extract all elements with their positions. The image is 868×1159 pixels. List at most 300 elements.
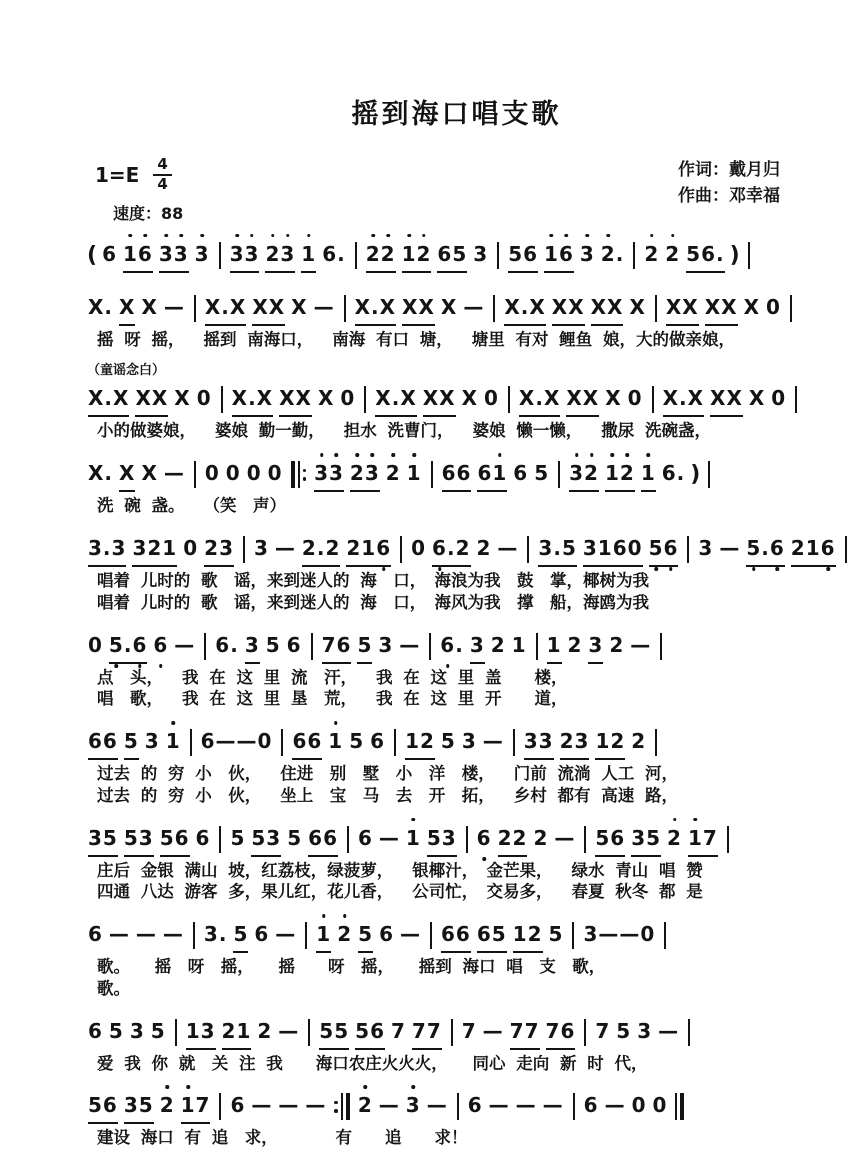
note-group (791, 533, 836, 567)
note: 6 (513, 461, 529, 486)
note: 5 (123, 825, 139, 850)
note-group (631, 823, 661, 857)
note: 0 (411, 535, 427, 560)
note: X (629, 294, 646, 319)
note-group (109, 630, 147, 664)
note: 6 (102, 1093, 118, 1118)
note: 6 (477, 461, 493, 486)
note: 2 (381, 239, 396, 270)
note: 6 (455, 922, 471, 947)
barline (430, 922, 432, 949)
barline (305, 922, 307, 949)
note: 1 (166, 726, 181, 757)
note: X (135, 386, 152, 411)
note: 5 (534, 461, 550, 486)
note: 1 (688, 823, 703, 854)
note: — (658, 1018, 680, 1043)
note: — (305, 1093, 327, 1118)
note: 6 (174, 825, 190, 850)
note-group (124, 726, 139, 760)
note-group (605, 1090, 626, 1121)
note: . (230, 632, 239, 657)
note: 3 (523, 729, 539, 754)
note-group (301, 239, 316, 273)
note: 2 (265, 239, 280, 270)
barline (429, 633, 431, 660)
note: 1 (605, 458, 620, 489)
note: 6 (88, 1018, 103, 1043)
note: 1 (511, 632, 527, 657)
note: 3 (200, 1018, 216, 1043)
notation-line (85, 526, 836, 570)
lyrics-line: 过去 的 穷 小 伙， 住进 别 墅 小 洋 楼， 门前 流淌 人工 河， (97, 764, 678, 784)
note: 6 (215, 632, 231, 657)
note-group (588, 630, 603, 664)
note: 5 (508, 241, 524, 266)
barline (355, 242, 357, 269)
note: 6 (200, 729, 216, 754)
note-group (552, 292, 585, 326)
note: 5 (159, 825, 175, 850)
barline (572, 922, 574, 949)
notation-line (85, 623, 828, 667)
note-group (379, 823, 400, 854)
barline (680, 1093, 684, 1120)
lyrics-line: 小的做婆娘， 婆娘 勤一勤， 担水 洗曹门， 婆娘 懒一懒， 撒尿 洗碗盏， (97, 421, 711, 441)
note: 2 (455, 535, 471, 560)
note: 6 (292, 729, 308, 754)
note: 3 (245, 239, 260, 270)
barline (175, 1019, 177, 1046)
note: 3 (538, 535, 554, 560)
note: 6 (432, 533, 447, 564)
note-group (278, 1016, 299, 1047)
note: X (231, 386, 249, 411)
note-group (254, 919, 269, 950)
note-group (595, 823, 625, 857)
note: 5 (150, 1018, 166, 1043)
note-group (477, 458, 507, 492)
note-group (423, 383, 456, 417)
note: 1 (162, 535, 178, 560)
barline (190, 729, 192, 756)
score (85, 232, 836, 1150)
note-group (183, 533, 198, 564)
note-group (652, 1090, 667, 1121)
note: X (551, 294, 569, 319)
system (85, 719, 828, 807)
note-group (543, 1090, 564, 1121)
note: — (174, 632, 196, 657)
note-group (632, 1090, 647, 1121)
note: 3 (132, 535, 148, 560)
lyrics-line: 建设 海口 有 追 求， 有 追 求！ (97, 1128, 468, 1148)
note: 6 (376, 533, 391, 564)
note-group (119, 292, 135, 326)
note: 3 (582, 535, 598, 560)
note-group (370, 726, 385, 757)
note-group (375, 383, 416, 417)
note: — (163, 294, 185, 319)
note-group (186, 1016, 216, 1050)
note: X (88, 461, 105, 486)
note: 7 (545, 1018, 561, 1043)
note-group (230, 823, 245, 854)
note-group (88, 292, 113, 323)
barline (573, 1093, 575, 1120)
note: 7 (411, 1018, 427, 1043)
note-group (88, 533, 126, 567)
note-group (88, 919, 103, 950)
note: 0 (257, 729, 273, 754)
note-group (319, 1016, 349, 1050)
note: . (391, 386, 401, 411)
note: . (248, 386, 257, 411)
note-group (302, 533, 340, 567)
note-group (109, 919, 130, 950)
note-group (538, 533, 576, 567)
note-group (205, 458, 220, 489)
note: 6 (610, 825, 626, 850)
note: 1 (805, 535, 821, 560)
note: — (251, 1093, 273, 1118)
note: . (615, 241, 625, 266)
note-group (630, 630, 651, 661)
note: 6 (195, 825, 211, 850)
barline (652, 386, 654, 413)
barline (394, 729, 396, 756)
note-group (245, 630, 260, 664)
note: — (274, 535, 296, 560)
note-group (584, 1090, 599, 1121)
barline (655, 729, 657, 756)
barline (513, 729, 515, 756)
lyrics-line: 点 头， 我 在 这 里 流 汗， 我 在 这 里 盖 楼， (97, 667, 568, 687)
barline (558, 461, 560, 488)
note: 0 (765, 294, 781, 319)
barline (727, 826, 729, 853)
note: 6 (476, 922, 492, 947)
note: 0 (196, 386, 212, 411)
note-group (257, 1016, 272, 1047)
barline (536, 633, 538, 660)
note: 5 (88, 1093, 103, 1118)
lyrics-line: 唱 歌， 我 在 这 里 垦 荒， 我 在 这 里 开 道， (97, 689, 568, 709)
note: 3 (159, 239, 174, 270)
note-group (533, 823, 548, 854)
note-group (88, 1016, 103, 1047)
note: 5 (108, 1018, 124, 1043)
note: 3 (441, 825, 457, 850)
note: 1 (328, 726, 343, 757)
note-group (124, 823, 154, 857)
note: 7 (702, 825, 718, 850)
note: 1 (407, 458, 422, 489)
note-group (251, 823, 281, 857)
note-group (649, 533, 679, 567)
note: 2 (204, 535, 220, 560)
note-group (226, 458, 241, 489)
note-group (305, 1090, 326, 1121)
note: 6 (323, 825, 338, 850)
note: 3 (631, 825, 647, 850)
note: 0 (204, 461, 220, 486)
note-group (181, 1090, 211, 1124)
note-group (88, 630, 103, 661)
notation-line (85, 451, 828, 495)
lyrics-line: 庄后 金银 满山 坡，红荔枝，绿菠萝， 银椰汁， 金芒果， 绿水 青山 唱 赞 (97, 860, 703, 880)
note: 5 (138, 1093, 154, 1118)
note-group (163, 919, 184, 950)
note: X (605, 386, 622, 411)
barline (364, 386, 366, 413)
note: 5 (102, 825, 118, 850)
system (85, 1009, 828, 1075)
note-group (391, 1016, 406, 1047)
note: X (682, 294, 699, 319)
note-group (749, 383, 765, 414)
note-group (605, 383, 621, 414)
note: — (313, 294, 335, 319)
note-group (201, 726, 273, 757)
note: 6 (102, 241, 117, 266)
note-group (308, 823, 338, 857)
note: X (504, 294, 521, 319)
note: X (113, 386, 130, 411)
note: 6 (437, 241, 453, 266)
note: 5 (616, 1018, 632, 1043)
note-group (698, 533, 713, 564)
note: 2 (346, 535, 362, 560)
note-group (508, 239, 538, 273)
note-group (595, 726, 625, 760)
note-group (406, 823, 421, 854)
note: X (543, 386, 561, 411)
note-group (710, 383, 743, 417)
note: 1 (185, 1018, 201, 1043)
note: X (295, 386, 312, 411)
lyrics-line: 歌。 (97, 978, 130, 998)
note: 2 (601, 239, 616, 270)
barline (194, 461, 196, 488)
note-group (544, 239, 574, 273)
note: X (529, 294, 546, 319)
notation-line (85, 719, 828, 763)
note: 5 (548, 922, 564, 947)
note: 6 (88, 922, 103, 947)
meter-denominator: 4 (157, 174, 168, 193)
note-group (314, 292, 335, 323)
note: 2 (667, 823, 682, 854)
note: 0 (267, 461, 283, 486)
note: X (665, 294, 683, 319)
note: 2 (512, 825, 528, 850)
note: 5 (358, 922, 374, 947)
note: 1 (492, 458, 507, 489)
notation-line (85, 1009, 828, 1053)
note: X (607, 294, 624, 319)
note-group (346, 533, 391, 567)
note-group (437, 239, 467, 273)
note: 3 (219, 535, 234, 560)
note-group (719, 533, 740, 564)
note-group (513, 919, 543, 953)
note: 2 (584, 458, 599, 489)
note: 2 (631, 729, 647, 754)
note: 0 (340, 386, 356, 411)
note: 3 (329, 458, 344, 489)
note: 3 (378, 632, 394, 657)
note-group (135, 383, 168, 417)
note: . (371, 294, 380, 319)
note: 2 (559, 729, 575, 754)
note: — (135, 922, 157, 947)
note: 1 (236, 1018, 252, 1043)
note-group (441, 919, 471, 953)
note: 3 (569, 458, 584, 489)
note: X (400, 386, 417, 411)
note: X (141, 461, 158, 486)
barline (664, 922, 666, 949)
key-tempo-block (95, 157, 183, 224)
note: 2 (358, 1090, 373, 1121)
note: 3 (230, 239, 245, 270)
note: — (236, 729, 258, 754)
note-group (230, 1090, 245, 1121)
score-header (85, 157, 828, 224)
note-group (358, 823, 373, 854)
note-group (204, 533, 234, 567)
note-group (358, 1090, 373, 1121)
end-repeat-barline (334, 1093, 350, 1120)
note: 6 (230, 1093, 246, 1118)
note-group (665, 239, 680, 270)
note-group (595, 1016, 610, 1047)
note: 3 (174, 239, 189, 270)
note: 2 (610, 729, 626, 754)
note-group (580, 239, 595, 270)
note: 3 (88, 825, 103, 850)
page-title: 摇到海口唱支歌 (351, 99, 562, 130)
note-group (204, 919, 228, 950)
barline (687, 536, 689, 563)
note-group (462, 1016, 477, 1047)
note-group (534, 458, 549, 489)
note: X (439, 386, 456, 411)
note: 2 (620, 458, 635, 489)
note: 5 (109, 630, 124, 661)
note-group (462, 726, 477, 757)
note-group (102, 239, 117, 270)
begin-repeat-barline (291, 461, 307, 488)
note: 3 (138, 825, 154, 850)
note-group (497, 533, 518, 564)
note-group (197, 383, 212, 414)
note: . (104, 386, 114, 411)
spoken-label: （童谣念白） (87, 363, 166, 379)
note: X (88, 294, 105, 319)
note: 3 (244, 632, 260, 657)
lyrics-line: 爱 我 你 就 关 注 我 海口农庄火火火， 同心 走向 新 时 代， (97, 1053, 648, 1073)
note: X (748, 386, 766, 411)
note: 2 (257, 1018, 273, 1043)
note: — (488, 1093, 510, 1118)
note: 1 (544, 239, 559, 270)
note: 7 (195, 1093, 211, 1118)
barline (527, 536, 529, 563)
composer-credit: 作曲：邓幸福 (678, 186, 780, 207)
note: 2 (386, 458, 401, 489)
note-group (109, 1016, 124, 1047)
barline (655, 295, 657, 322)
note-group (663, 383, 704, 417)
note: 6 (701, 241, 717, 266)
note-group (402, 292, 435, 326)
note: 2 (160, 1090, 175, 1121)
note-group (513, 458, 528, 489)
note-group (766, 292, 781, 323)
barline (431, 461, 433, 488)
note: X (204, 294, 222, 319)
note: 1 (597, 535, 613, 560)
note-group (519, 383, 560, 417)
note: — (619, 922, 641, 947)
note: 7 (390, 1018, 406, 1043)
note: 7 (509, 1018, 525, 1043)
note: 0 (631, 1093, 647, 1118)
note: X (141, 294, 158, 319)
note-group (641, 458, 656, 492)
note-group (516, 1090, 537, 1121)
note-group (412, 1016, 442, 1050)
note-group (568, 630, 583, 661)
note: 1 (641, 458, 656, 489)
note: . (102, 535, 112, 560)
note: 2 (337, 919, 352, 950)
note: 5 (357, 632, 373, 657)
barline (466, 826, 468, 853)
note-group (196, 823, 211, 854)
system (85, 451, 828, 517)
system (85, 285, 828, 351)
note: 2 (221, 1018, 237, 1043)
note: X (379, 294, 397, 319)
note: 7 (524, 1018, 540, 1043)
note-group (463, 292, 484, 323)
barline (193, 922, 195, 949)
note: 2 (533, 825, 549, 850)
note: X (151, 386, 169, 411)
note-group (470, 630, 485, 664)
note: — (378, 825, 400, 850)
note: X (119, 461, 136, 486)
system (85, 912, 828, 1000)
note: 6 (88, 729, 103, 754)
note-group (141, 458, 157, 489)
note-group (432, 533, 470, 567)
system (85, 526, 836, 614)
note-group (123, 239, 153, 273)
note: . (446, 535, 456, 560)
barline (675, 1093, 677, 1120)
notation-line (85, 232, 828, 276)
note: X (568, 294, 585, 319)
note: 1 (301, 239, 316, 270)
note-group (318, 383, 334, 414)
lyricist-credit: 作词：戴月归 (678, 160, 780, 180)
note: 2 (419, 729, 435, 754)
note: — (554, 825, 576, 850)
